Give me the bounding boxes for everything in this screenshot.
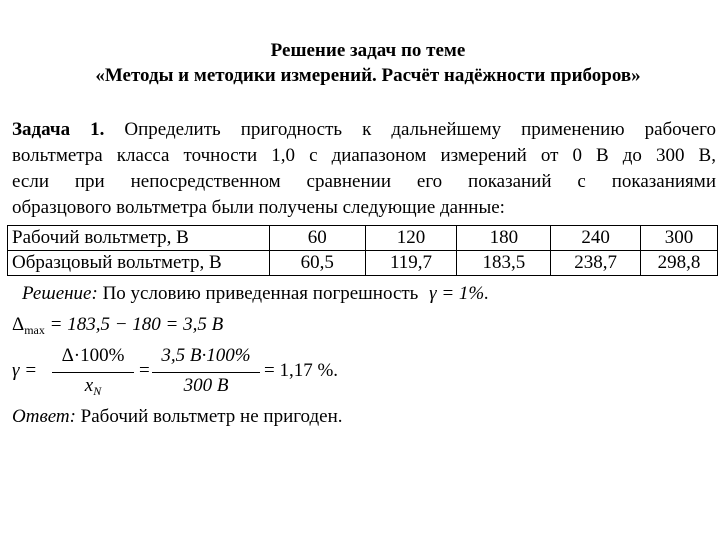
task-line-4: образцового вольтметра были получены следующие данные: bbox=[12, 197, 505, 218]
solution-text: По условию приведенная погрешность bbox=[102, 283, 419, 304]
fraction-2 bbox=[152, 342, 260, 402]
table-cell: 180 bbox=[457, 226, 551, 251]
solution-line bbox=[22, 282, 489, 306]
fraction-1-numerator: Δ·100% bbox=[61, 345, 125, 366]
solution-condition: γ = 1%. bbox=[429, 283, 489, 304]
fraction-2-denominator: 300 B bbox=[183, 375, 229, 396]
task-line-1 bbox=[12, 117, 716, 143]
table-cell: 120 bbox=[365, 226, 457, 251]
answer-line bbox=[12, 405, 343, 429]
fraction-2-bar bbox=[152, 372, 260, 373]
task-line-1-text: Определить пригодность к дальнейшему применению рабочего bbox=[124, 119, 716, 140]
fraction-1-denominator bbox=[52, 374, 134, 403]
fraction-2-numerator: 3,5 B·100% bbox=[161, 345, 251, 366]
task-line-3: если при непосредственном сравнении его показаний с показаниями bbox=[12, 171, 716, 192]
measurement-table bbox=[7, 225, 718, 276]
gamma-result: = 1,17 %. bbox=[264, 360, 339, 381]
table-cell: 60 bbox=[269, 226, 365, 251]
task-statement bbox=[12, 117, 716, 221]
gamma-eq-sign: = bbox=[139, 360, 150, 381]
table-cell: 119,7 bbox=[365, 251, 457, 276]
table-cell: 60,5 bbox=[269, 251, 365, 276]
delta-symbol: Δ bbox=[12, 314, 25, 335]
table-row bbox=[8, 251, 718, 276]
answer-text: Рабочий вольтметр не пригоден. bbox=[80, 406, 343, 427]
document-title-line1: Решение задач по теме bbox=[270, 40, 466, 61]
equation-delta-max bbox=[12, 313, 223, 342]
table-cell: 240 bbox=[551, 226, 641, 251]
document-title-line2: «Методы и методики измерений. Расчёт надёжности приборов» bbox=[95, 65, 641, 86]
solution-label: Решение: bbox=[22, 283, 98, 304]
table-cell: 238,7 bbox=[551, 251, 641, 276]
fraction-1 bbox=[52, 342, 134, 402]
delta-subscript: max bbox=[24, 323, 45, 337]
table-cell: 298,8 bbox=[641, 251, 718, 276]
fraction-1-bar bbox=[52, 372, 134, 373]
table-row bbox=[8, 226, 718, 251]
row-label: Рабочий вольтметр, В bbox=[8, 226, 270, 251]
row-label: Образцовый вольтметр, В bbox=[8, 251, 270, 276]
answer-label: Ответ: bbox=[12, 406, 76, 427]
fraction-1-den-sub: N bbox=[93, 384, 102, 398]
table-cell: 183,5 bbox=[457, 251, 551, 276]
fraction-1-den-x: x bbox=[84, 375, 94, 396]
gamma-lhs: γ = bbox=[12, 360, 38, 381]
task-label: Задача 1. bbox=[12, 119, 105, 140]
delta-rhs: = 183,5 − 180 = 3,5 B bbox=[49, 314, 224, 335]
table-cell: 300 bbox=[641, 226, 718, 251]
task-line-2: вольтметра класса точности 1,0 с диапазоном измерений от 0 В до 300 В, bbox=[12, 145, 716, 166]
